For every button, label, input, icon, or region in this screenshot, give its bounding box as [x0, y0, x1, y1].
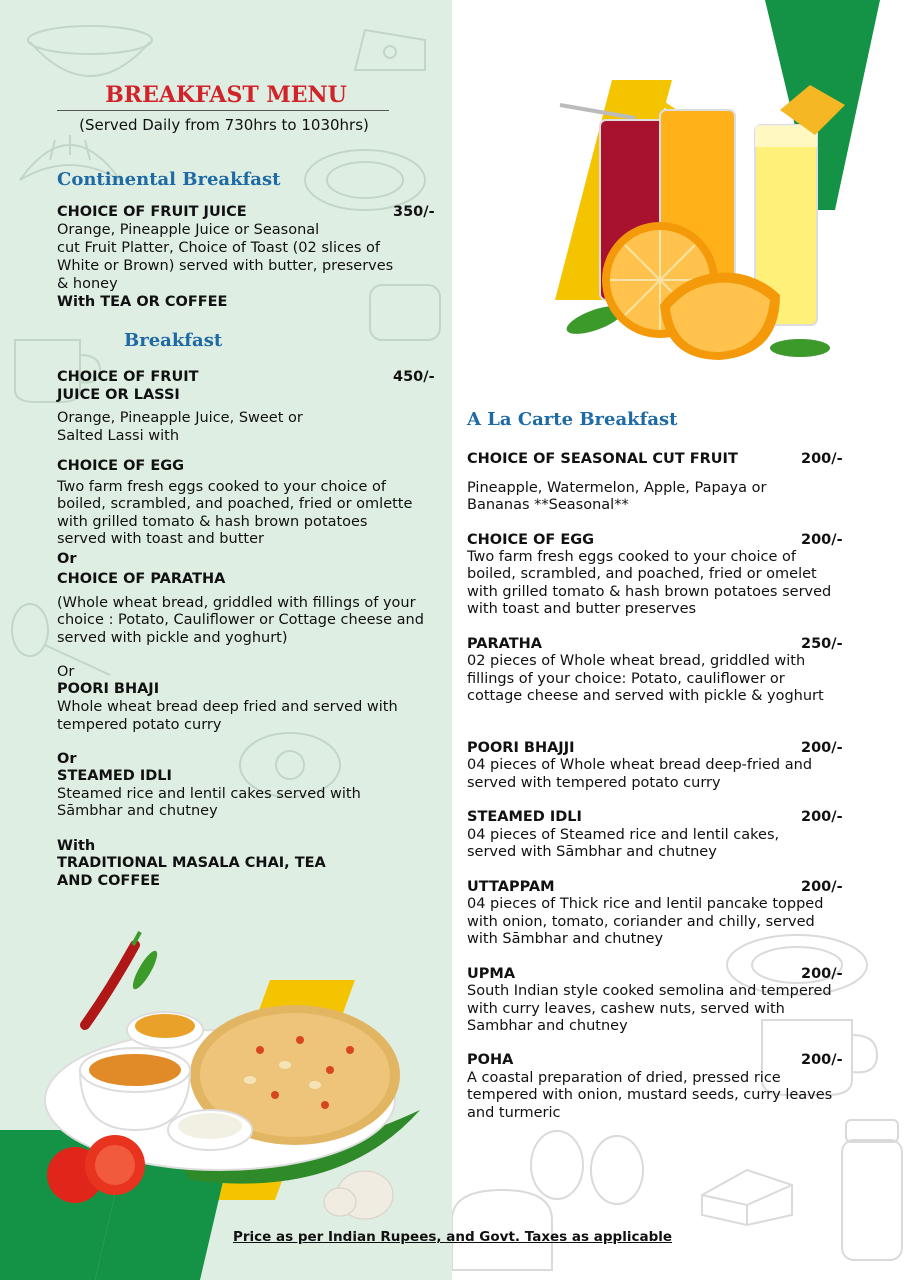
alacarte-desc-line: Bananas **Seasonal**: [467, 497, 629, 513]
egg-title: CHOICE OF EGG: [57, 458, 185, 474]
idli-desc-line: Steamed rice and lentil cakes served with: [57, 786, 361, 802]
egg-desc-line: boiled, scrambled, and poached, fried or omlette: [57, 496, 413, 512]
continental-with: With TEA OR COFFEE: [57, 294, 228, 310]
alacarte-desc-line: 04 pieces of Steamed rice and lentil cakes,: [467, 827, 780, 843]
continental-desc-line: cut Fruit Platter, Choice of Toast (02 slices of: [57, 240, 381, 256]
with-beverages-line: AND COFFEE: [57, 873, 161, 889]
idli-title: STEAMED IDLI: [57, 768, 172, 784]
alacarte-item-name: POORI BHAJJI: [467, 740, 575, 756]
egg-desc-line: Two farm fresh eggs cooked to your choice of: [57, 479, 386, 495]
breakfast-heading: Breakfast: [124, 330, 223, 351]
menu-title: BREAKFAST MENU: [105, 82, 347, 108]
alacarte-desc-line: cottage cheese and served with pickle & yoghurt: [467, 688, 824, 704]
alacarte-desc-line: with toast and butter preserves: [467, 601, 697, 617]
alacarte-desc-line: with curry leaves, cashew nuts, served with: [467, 1001, 785, 1017]
alacarte-heading: A La Carte Breakfast: [467, 409, 678, 430]
jar-doodle: [832, 1110, 905, 1270]
continental-desc-line: & honey: [57, 276, 118, 292]
alacarte-item-name: CHOICE OF SEASONAL CUT FRUIT: [467, 451, 738, 467]
poori-desc-line: tempered potato curry: [57, 717, 222, 733]
alacarte-item-price: 200/-: [801, 966, 843, 982]
alacarte-item-price: 200/-: [801, 451, 843, 467]
title-divider: [57, 110, 389, 111]
alacarte-desc-line: served with tempered potato curry: [467, 775, 721, 791]
alacarte-item-name: PARATHA: [467, 636, 543, 652]
continental-desc-line: White or Brown) served with butter, preserves: [57, 258, 394, 274]
poori-desc-line: Whole wheat bread deep fried and served with: [57, 699, 398, 715]
with-label: With: [57, 838, 96, 854]
alacarte-desc-line: Sambhar and chutney: [467, 1018, 628, 1034]
paratha-desc-line: choice : Potato, Cauliflower or Cottage cheese and: [57, 612, 424, 628]
alacarte-desc-line: with onion, tomato, coriander and chilly, served: [467, 914, 815, 930]
alacarte-item-name: CHOICE OF EGG: [467, 532, 595, 548]
or-separator: Or: [57, 551, 77, 567]
alacarte-desc-line: and turmeric: [467, 1105, 561, 1121]
alacarte-desc-line: served with Sāmbhar and chutney: [467, 844, 717, 860]
juice-desc-line: Salted Lassi with: [57, 428, 180, 444]
alacarte-item-price: 200/-: [801, 532, 843, 548]
continental-price: 350/-: [393, 204, 435, 220]
poori-title: POORI BHAJI: [57, 681, 160, 697]
alacarte-desc-line: tempered with onion, mustard seeds, curry leaves: [467, 1087, 833, 1103]
alacarte-desc-line: A coastal preparation of dried, pressed rice: [467, 1070, 781, 1086]
alacarte-item-price: 200/-: [801, 740, 843, 756]
alacarte-desc-line: 02 pieces of Whole wheat bread, griddled with: [467, 653, 806, 669]
paratha-desc-line: served with pickle and yoghurt): [57, 630, 288, 646]
alacarte-desc-line: Pineapple, Watermelon, Apple, Papaya or: [467, 480, 767, 496]
breakfast-plate-image: [40, 930, 440, 1230]
continental-desc-line: Orange, Pineapple Juice or Seasonal: [57, 222, 320, 238]
paratha-title: CHOICE OF PARATHA: [57, 571, 226, 587]
alacarte-desc-line: with grilled tomato & hash brown potatoes served: [467, 584, 832, 600]
egg-desc-line: with grilled tomato & hash brown potatoes: [57, 514, 368, 530]
alacarte-desc-line: 04 pieces of Whole wheat bread deep-fried and: [467, 757, 813, 773]
continental-heading: Continental Breakfast: [57, 169, 281, 190]
alacarte-item-name: STEAMED IDLI: [467, 809, 582, 825]
alacarte-item-price: 200/-: [801, 809, 843, 825]
juice-desc-line: Orange, Pineapple Juice, Sweet or: [57, 410, 303, 426]
breakfast-item-name: CHOICE OF FRUIT: [57, 369, 199, 385]
continental-item-name: CHOICE OF FRUIT JUICE: [57, 204, 247, 220]
alacarte-desc-line: with Sāmbhar and chutney: [467, 931, 664, 947]
alacarte-item-name: UPMA: [467, 966, 516, 982]
cheese-doodle-right: [692, 1140, 802, 1230]
alacarte-item-name: UTTAPPAM: [467, 879, 555, 895]
alacarte-desc-line: fillings of your choice: Potato, cauliflower or: [467, 671, 785, 687]
alacarte-desc-line: Two farm fresh eggs cooked to your choice of: [467, 549, 796, 565]
breakfast-price: 450/-: [393, 369, 435, 385]
or-separator: Or: [57, 751, 77, 767]
alacarte-desc-line: 04 pieces of Thick rice and lentil pancake topped: [467, 896, 824, 912]
price-disclaimer: Price as per Indian Rupees, and Govt. Taxes as applicable: [232, 1229, 673, 1245]
alacarte-item-price: 200/-: [801, 1052, 843, 1068]
idli-desc-line: Sāmbhar and chutney: [57, 803, 218, 819]
served-hours: (Served Daily from 730hrs to 1030hrs): [79, 116, 369, 134]
breakfast-item-name: JUICE OR LASSI: [57, 387, 180, 403]
alacarte-item-name: POHA: [467, 1052, 514, 1068]
paratha-desc-line: (Whole wheat bread, griddled with fillings of your: [57, 595, 416, 611]
alacarte-desc-line: boiled, scrambled, and poached, fried or omelet: [467, 566, 817, 582]
alacarte-desc-line: South Indian style cooked semolina and tempered: [467, 983, 832, 999]
juice-glasses-image: [555, 80, 855, 370]
with-beverages-line: TRADITIONAL MASALA CHAI, TEA: [57, 855, 326, 871]
alacarte-item-price: 250/-: [801, 636, 843, 652]
alacarte-item-price: 200/-: [801, 879, 843, 895]
or-separator: Or: [57, 664, 75, 680]
egg-desc-line: served with toast and butter: [57, 531, 264, 547]
